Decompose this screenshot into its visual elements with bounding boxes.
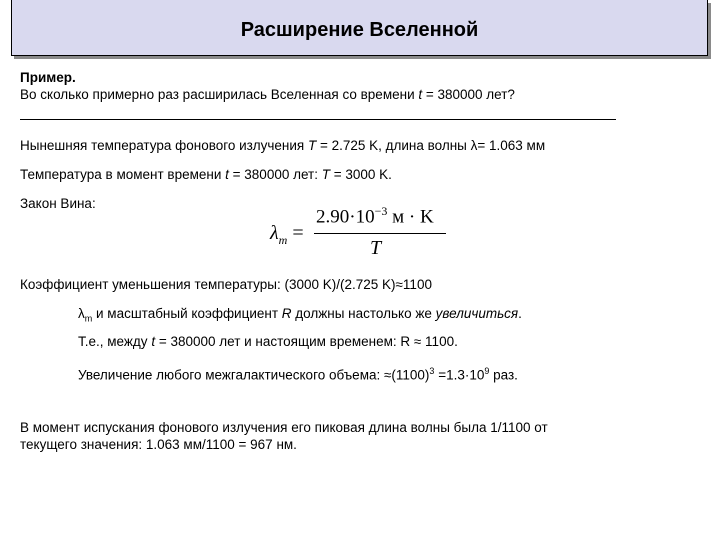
volume-text-b: =1.3·10 bbox=[434, 367, 485, 383]
title-box bbox=[11, 0, 708, 56]
scale-lambda-sub: m bbox=[84, 313, 93, 324]
ie-text-a: Т.е., между bbox=[78, 334, 152, 349]
question-post: = 380000 лет? bbox=[422, 87, 515, 102]
formula-lambda-sub: m bbox=[278, 233, 288, 247]
question-var: t bbox=[418, 87, 423, 102]
temp-now-text-c: = 1.063 мм bbox=[477, 138, 546, 153]
formula-lambda: λ bbox=[270, 222, 279, 244]
volume-exponent-1: 3 bbox=[429, 366, 435, 376]
temp-then-var-T: T bbox=[321, 167, 330, 182]
formula-denominator: T bbox=[370, 237, 382, 259]
separator-line bbox=[20, 119, 616, 120]
formula-equals: = bbox=[287, 222, 304, 244]
final-line-1: В момент испускания фонового излучения его пиковая длина волны была 1/1100 от bbox=[20, 420, 548, 435]
ie-var: t bbox=[151, 334, 156, 349]
scale-lambda: λ bbox=[78, 306, 85, 321]
numerator-exponent: −3 bbox=[374, 204, 388, 218]
temp-now-var: T bbox=[307, 138, 317, 153]
volume-text-c: раз. bbox=[489, 367, 518, 383]
scale-factor-line bbox=[78, 306, 522, 327]
temp-then-text-c: = 3000 K. bbox=[329, 167, 392, 182]
volume-line bbox=[78, 363, 518, 384]
example-heading: Пример. bbox=[20, 70, 76, 85]
formula-lhs bbox=[270, 222, 304, 248]
volume-exponent-2: 9 bbox=[484, 366, 490, 376]
example-question bbox=[20, 87, 515, 103]
scale-var: R bbox=[281, 306, 292, 321]
temp-now-text-a: Нынешняя температура фонового излучения bbox=[20, 138, 308, 153]
temp-then-text-b: = 380000 лет: bbox=[228, 167, 322, 182]
final-line-2: текущего значения: 1.063 мм/1100 = 967 нм. bbox=[20, 437, 297, 452]
scale-emphasis: увеличиться bbox=[435, 306, 519, 321]
scale-text-b: должны настолько же bbox=[291, 306, 436, 321]
temp-then-text-a: Температура в момент времени bbox=[20, 167, 226, 182]
wien-formula bbox=[266, 200, 466, 270]
past-temperature-line bbox=[20, 167, 392, 183]
scale-text-a: и масштабный коэффициент bbox=[92, 306, 282, 321]
numerator-units: м · K bbox=[387, 206, 434, 228]
question-pre: Во сколько примерно раз расширилась Вселенная со времени bbox=[20, 87, 419, 102]
lambda-symbol: λ bbox=[470, 138, 478, 153]
ie-line bbox=[78, 334, 458, 350]
temp-now-text-b: = 2.725 K, длина волны bbox=[316, 138, 471, 153]
formula-numerator bbox=[316, 204, 434, 228]
wien-law-label: Закон Вина: bbox=[20, 196, 96, 211]
coefficient-line: Коэффициент уменьшения температуры: (3000 K)/(2.725 K)≈1100 bbox=[20, 277, 432, 292]
fraction-bar bbox=[314, 233, 446, 234]
temp-then-var-t: t bbox=[225, 167, 229, 182]
volume-text-a: Увеличение любого межгалактического объема: ≈(1100) bbox=[78, 367, 430, 383]
slide-title: Расширение Вселенной bbox=[240, 19, 479, 41]
current-temperature-line bbox=[20, 138, 545, 154]
scale-text-c: . bbox=[518, 306, 522, 321]
numerator-coeff: 2.90·10 bbox=[316, 206, 375, 228]
ie-text-b: = 380000 лет и настоящим временем: R ≈ 1100. bbox=[155, 334, 458, 349]
